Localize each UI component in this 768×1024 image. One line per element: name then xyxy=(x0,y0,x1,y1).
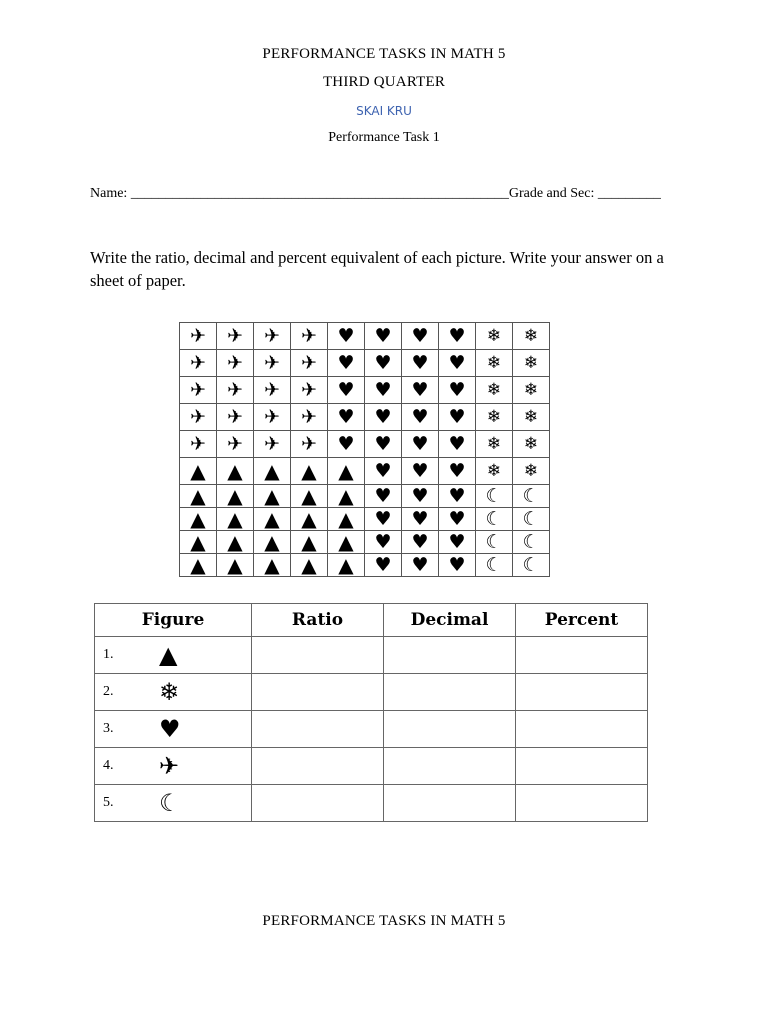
heart-icon: ♥ xyxy=(365,377,402,404)
heart-icon: ♥ xyxy=(365,554,402,577)
crescent-moon-icon: ☾ xyxy=(513,485,550,508)
row-number: 1. xyxy=(103,647,114,662)
decimal-answer-cell xyxy=(384,674,516,711)
percent-answer-cell xyxy=(516,637,648,674)
triangle-icon: ▲ xyxy=(254,554,291,577)
heart-icon: ♥ xyxy=(328,404,365,431)
figure-cell xyxy=(95,785,252,822)
heart-icon: ♥ xyxy=(402,404,439,431)
author-label: SKAI KRU xyxy=(356,104,412,118)
grid-row xyxy=(180,350,550,377)
heart-icon: ♥ xyxy=(402,323,439,350)
decimal-column-header: Decimal xyxy=(384,604,516,637)
triangle-icon: ▲ xyxy=(217,554,254,577)
triangle-icon: ▲ xyxy=(159,641,178,669)
crescent-moon-icon: ☾ xyxy=(476,531,513,554)
crescent-moon-icon: ☾ xyxy=(476,508,513,531)
snowflake-icon: ❄ xyxy=(159,678,180,706)
grade-section-field-label: Grade and Sec: _________ xyxy=(508,186,661,201)
grid-row xyxy=(180,485,550,508)
triangle-icon: ▲ xyxy=(254,508,291,531)
airplane-icon: ✈ xyxy=(254,431,291,458)
name-field-label: Name: ______________________________________________________ xyxy=(90,186,509,201)
heart-icon: ♥ xyxy=(439,323,476,350)
heart-icon: ♥ xyxy=(402,458,439,485)
snowflake-icon: ❄ xyxy=(476,350,513,377)
snowflake-icon: ❄ xyxy=(476,377,513,404)
triangle-icon: ▲ xyxy=(291,508,328,531)
ratio-answer-cell xyxy=(252,785,384,822)
heart-icon: ♥ xyxy=(402,350,439,377)
heart-icon: ♥ xyxy=(439,485,476,508)
task-heading: Performance Task 1 xyxy=(328,130,440,145)
airplane-icon: ✈ xyxy=(159,752,180,780)
snowflake-icon: ❄ xyxy=(513,404,550,431)
airplane-icon: ✈ xyxy=(291,377,328,404)
answer-table-header-row xyxy=(95,604,648,637)
crescent-moon-icon: ☾ xyxy=(513,531,550,554)
ratio-answer-cell xyxy=(252,748,384,785)
triangle-icon: ▲ xyxy=(328,531,365,554)
triangle-icon: ▲ xyxy=(328,554,365,577)
grid-row xyxy=(180,431,550,458)
triangle-icon: ▲ xyxy=(291,485,328,508)
crescent-moon-icon: ☾ xyxy=(513,554,550,577)
triangle-icon: ▲ xyxy=(217,485,254,508)
triangle-icon: ▲ xyxy=(291,531,328,554)
snowflake-icon: ❄ xyxy=(476,431,513,458)
instructions-text: Write the ratio, decimal and percent equivalent of each picture. Write your answer on a sheet of paper. xyxy=(90,248,664,290)
airplane-icon: ✈ xyxy=(291,350,328,377)
snowflake-icon: ❄ xyxy=(513,377,550,404)
heart-icon: ♥ xyxy=(365,404,402,431)
quarter-heading: THIRD QUARTER xyxy=(322,74,446,90)
heart-icon: ♥ xyxy=(402,554,439,577)
row-number: 2. xyxy=(103,684,114,699)
snowflake-icon: ❄ xyxy=(476,404,513,431)
figure-cell xyxy=(95,637,252,674)
heart-icon: ♥ xyxy=(365,323,402,350)
picture-grid xyxy=(179,322,550,577)
grid-row xyxy=(180,531,550,554)
triangle-icon: ▲ xyxy=(180,485,217,508)
heart-icon: ♥ xyxy=(439,554,476,577)
percent-answer-cell xyxy=(516,674,648,711)
grid-row xyxy=(180,554,550,577)
airplane-icon: ✈ xyxy=(254,350,291,377)
airplane-icon: ✈ xyxy=(180,431,217,458)
ratio-answer-cell xyxy=(252,674,384,711)
triangle-icon: ▲ xyxy=(254,458,291,485)
answer-row xyxy=(95,637,648,674)
ratio-answer-cell xyxy=(252,711,384,748)
triangle-icon: ▲ xyxy=(328,485,365,508)
airplane-icon: ✈ xyxy=(291,431,328,458)
figure-column-header: Figure xyxy=(95,604,252,637)
heart-icon: ♥ xyxy=(328,377,365,404)
triangle-icon: ▲ xyxy=(291,554,328,577)
snowflake-icon: ❄ xyxy=(513,350,550,377)
heart-icon: ♥ xyxy=(159,715,181,743)
airplane-icon: ✈ xyxy=(217,377,254,404)
percent-answer-cell xyxy=(516,785,648,822)
triangle-icon: ▲ xyxy=(328,508,365,531)
heart-icon: ♥ xyxy=(439,404,476,431)
heart-icon: ♥ xyxy=(402,531,439,554)
airplane-icon: ✈ xyxy=(217,323,254,350)
answer-row xyxy=(95,711,648,748)
heart-icon: ♥ xyxy=(439,350,476,377)
heart-icon: ♥ xyxy=(328,431,365,458)
grid-row xyxy=(180,404,550,431)
decimal-answer-cell xyxy=(384,637,516,674)
airplane-icon: ✈ xyxy=(217,350,254,377)
document-title: PERFORMANCE TASKS IN MATH 5 xyxy=(262,46,506,62)
percent-column-header: Percent xyxy=(516,604,648,637)
heart-icon: ♥ xyxy=(439,377,476,404)
airplane-icon: ✈ xyxy=(254,404,291,431)
heart-icon: ♥ xyxy=(328,323,365,350)
triangle-icon: ▲ xyxy=(217,458,254,485)
decimal-answer-cell xyxy=(384,785,516,822)
snowflake-icon: ❄ xyxy=(513,431,550,458)
name-grade-line xyxy=(90,186,661,202)
heart-icon: ♥ xyxy=(439,431,476,458)
snowflake-icon: ❄ xyxy=(513,458,550,485)
triangle-icon: ▲ xyxy=(180,554,217,577)
grid-row xyxy=(180,508,550,531)
heart-icon: ♥ xyxy=(328,350,365,377)
airplane-icon: ✈ xyxy=(254,377,291,404)
triangle-icon: ▲ xyxy=(217,531,254,554)
triangle-icon: ▲ xyxy=(328,458,365,485)
figure-cell xyxy=(95,748,252,785)
heart-icon: ♥ xyxy=(439,458,476,485)
grid-row xyxy=(180,377,550,404)
airplane-icon: ✈ xyxy=(180,404,217,431)
decimal-answer-cell xyxy=(384,711,516,748)
crescent-moon-icon: ☾ xyxy=(476,554,513,577)
triangle-icon: ▲ xyxy=(180,508,217,531)
percent-answer-cell xyxy=(516,711,648,748)
ratio-column-header: Ratio xyxy=(252,604,384,637)
grid-row xyxy=(180,458,550,485)
answer-table xyxy=(94,603,648,822)
airplane-icon: ✈ xyxy=(291,404,328,431)
crescent-moon-icon: ☾ xyxy=(159,789,181,817)
heart-icon: ♥ xyxy=(365,431,402,458)
airplane-icon: ✈ xyxy=(217,431,254,458)
triangle-icon: ▲ xyxy=(254,485,291,508)
crescent-moon-icon: ☾ xyxy=(476,485,513,508)
snowflake-icon: ❄ xyxy=(476,458,513,485)
heart-icon: ♥ xyxy=(365,458,402,485)
figure-cell xyxy=(95,674,252,711)
airplane-icon: ✈ xyxy=(180,350,217,377)
percent-answer-cell xyxy=(516,748,648,785)
heart-icon: ♥ xyxy=(402,508,439,531)
heart-icon: ♥ xyxy=(402,485,439,508)
triangle-icon: ▲ xyxy=(180,531,217,554)
heart-icon: ♥ xyxy=(365,350,402,377)
airplane-icon: ✈ xyxy=(217,404,254,431)
triangle-icon: ▲ xyxy=(217,508,254,531)
crescent-moon-icon: ☾ xyxy=(513,508,550,531)
heart-icon: ♥ xyxy=(439,531,476,554)
ratio-answer-cell xyxy=(252,637,384,674)
row-number: 4. xyxy=(103,758,114,773)
answer-row xyxy=(95,674,648,711)
snowflake-icon: ❄ xyxy=(476,323,513,350)
footer-title: PERFORMANCE TASKS IN MATH 5 xyxy=(262,913,506,929)
heart-icon: ♥ xyxy=(365,485,402,508)
airplane-icon: ✈ xyxy=(291,323,328,350)
row-number: 5. xyxy=(103,795,114,810)
heart-icon: ♥ xyxy=(402,431,439,458)
snowflake-icon: ❄ xyxy=(513,323,550,350)
grid-row xyxy=(180,323,550,350)
heart-icon: ♥ xyxy=(439,508,476,531)
row-number: 3. xyxy=(103,721,114,736)
airplane-icon: ✈ xyxy=(180,323,217,350)
triangle-icon: ▲ xyxy=(254,531,291,554)
figure-cell xyxy=(95,711,252,748)
heart-icon: ♥ xyxy=(365,531,402,554)
heart-icon: ♥ xyxy=(402,377,439,404)
answer-row xyxy=(95,785,648,822)
triangle-icon: ▲ xyxy=(291,458,328,485)
answer-row xyxy=(95,748,648,785)
airplane-icon: ✈ xyxy=(180,377,217,404)
triangle-icon: ▲ xyxy=(180,458,217,485)
decimal-answer-cell xyxy=(384,748,516,785)
airplane-icon: ✈ xyxy=(254,323,291,350)
heart-icon: ♥ xyxy=(365,508,402,531)
